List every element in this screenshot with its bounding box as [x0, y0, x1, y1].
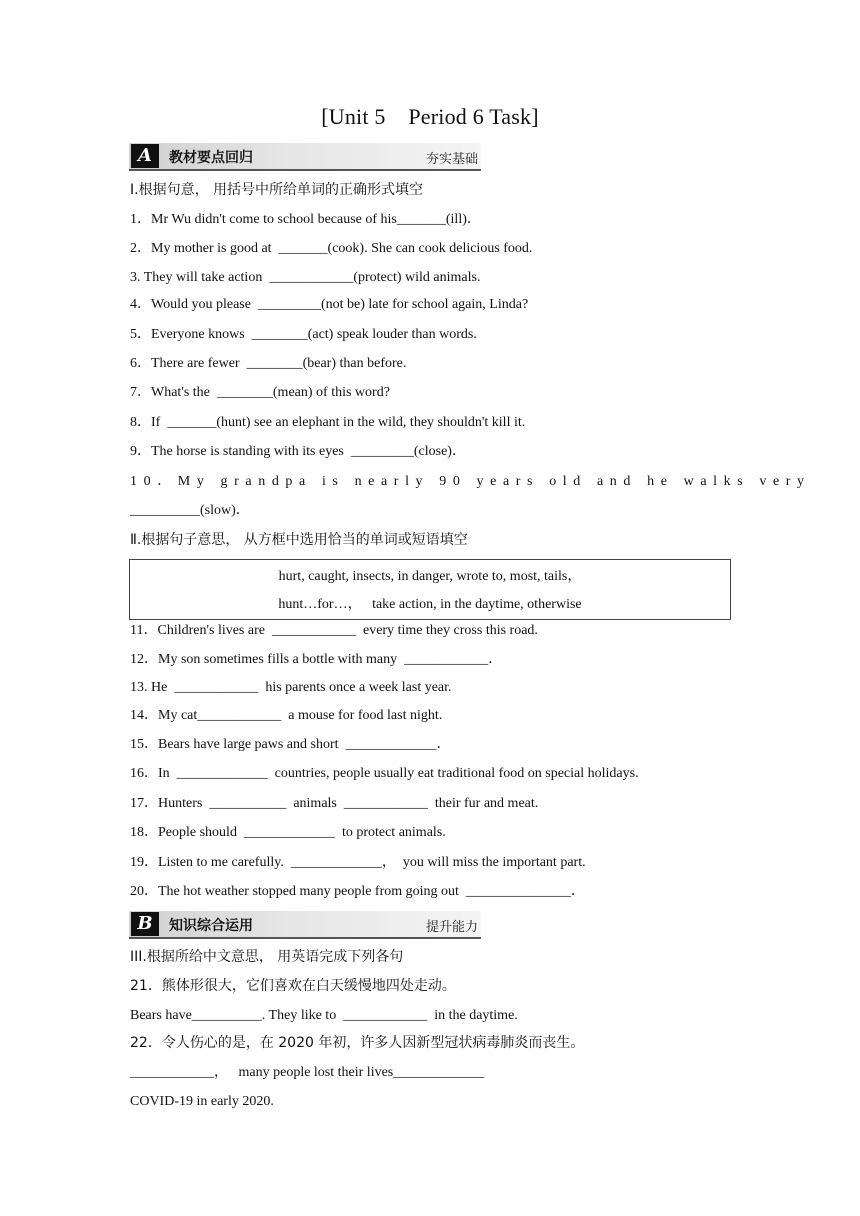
- banner-b-sub: 提升能力: [425, 920, 478, 935]
- word-bank-row-1: hurt, caught, insects, in danger, wrote to, most, tails，: [278, 569, 582, 584]
- question-18: 18．People should _____________ to protect animals.: [130, 825, 446, 840]
- question-6: 6．There are fewer ________(bear) than before.: [130, 356, 407, 371]
- page-title: [Unit 5 Period 6 Task]: [321, 104, 539, 129]
- question-17: 17．Hunters ___________ animals ____________ their fur and meat.: [130, 796, 539, 811]
- question-12: 12．My son sometimes fills a bottle with many ____________．: [130, 652, 503, 667]
- question-10-line-2: __________(slow)．: [130, 503, 250, 518]
- section-2-heading: Ⅱ.根据句子意思， 从方框中选用恰当的单词或短语填空: [130, 532, 468, 548]
- question-15: 15．Bears have large paws and short _____________．: [130, 737, 451, 752]
- question-2: 2．My mother is good at _______(cook). She can cook delicious food.: [130, 241, 533, 256]
- badge-a: A: [131, 144, 159, 168]
- question-7: 7．What's the ________(mean) of this word?: [130, 385, 390, 400]
- question-19: 19．Listen to me carefully. _____________， you will miss the important part.: [130, 855, 586, 870]
- question-11: 11．Children's lives are ____________ every time they cross this road.: [130, 623, 538, 638]
- banner-a-sub: 夯实基础: [425, 152, 478, 167]
- banner-b-label: 知识综合运用: [169, 918, 253, 934]
- badge-b: B: [131, 912, 159, 936]
- question-5: 5．Everyone knows ________(act) speak louder than words.: [130, 327, 477, 342]
- question-22-english-line-1: ____________， many people lost their lives_____________: [130, 1065, 485, 1080]
- word-bank-row-2: hunt…for…， take action, in the daytime, otherwise: [278, 597, 582, 612]
- section-1-heading: Ⅰ.根据句意， 用括号中所给单词的正确形式填空: [130, 182, 424, 198]
- question-8: 8．If _______(hunt) see an elephant in the wild, they shouldn't kill it.: [130, 415, 526, 430]
- question-4: 4．Would you please _________(not be) late for school again, Linda?: [130, 297, 529, 312]
- question-1: 1．Mr Wu didn't come to school because of his_______(ill)．: [130, 212, 481, 227]
- section-banner-b: [129, 911, 481, 939]
- question-3: 3. They will take action ____________(protect) wild animals.: [130, 270, 481, 285]
- question-9: 9．The horse is standing with its eyes _________(close)．: [130, 444, 466, 459]
- question-13: 13. He ____________ his parents once a week last year.: [130, 680, 452, 695]
- question-16: 16．In _____________ countries, people usually eat traditional food on special holidays.: [130, 766, 639, 781]
- banner-a-label: 教材要点回归: [169, 150, 253, 166]
- question-20: 20．The hot weather stopped many people from going out _______________．: [130, 884, 585, 899]
- question-21-chinese: 21．熊体形很大，它们喜欢在白天缓慢地四处走动。: [130, 978, 456, 994]
- section-banner-a: [129, 143, 481, 171]
- section-3-heading: III.根据所给中文意思， 用英语完成下列各句: [130, 949, 404, 965]
- question-14: 14．My cat____________ a mouse for food last night.: [130, 708, 443, 723]
- question-10-line-1: 10．My grandpa is nearly 90 years old and he walks very: [130, 474, 811, 489]
- question-21-english: Bears have__________. They like to ____________ in the daytime.: [130, 1008, 518, 1023]
- question-22-english-line-2: COVID-19 in early 2020.: [130, 1094, 274, 1109]
- question-22-chinese: 22．令人伤心的是，在 2020 年初，许多人因新型冠状病毒肺炎而丧生。: [130, 1035, 585, 1051]
- word-bank-box: [129, 559, 731, 620]
